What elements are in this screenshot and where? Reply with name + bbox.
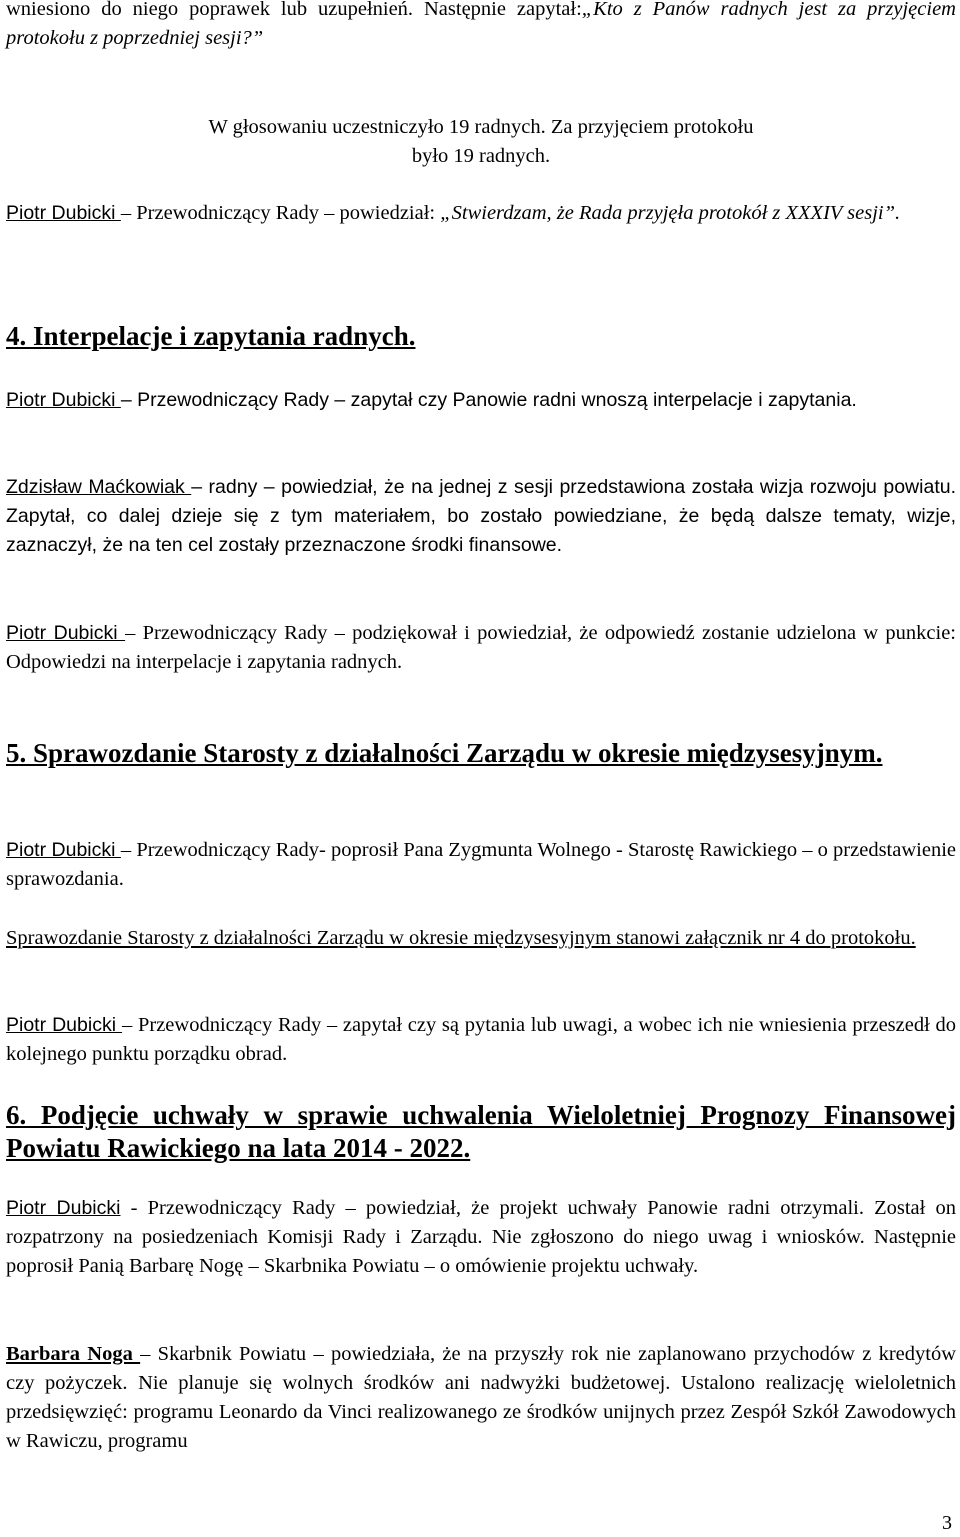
paragraph-report-attachment: Sprawozdanie Starosty z działalności Zarządu w okresie międzysesyjnym stanowi załącznik nr 4 do protokołu.: [6, 927, 916, 949]
protocol-question-quote: „Kto z Panów radnych jest za przyjęciem protokołu z poprzedniej sesji?”: [6, 0, 956, 49]
paragraph-text: - Przewodniczący Rady – powiedział, że projekt uchwały Panowie radni otrzymali. Został on rozpatrzony na posiedzeniach Komisji Rady i Zarządu. Nie zgłoszono do niego uwag i wniosków. Następnie poprosił Panią Barbarę Nogę – Skarbnika Powiatu – o omówienie projektu uchwały.: [6, 1197, 957, 1277]
speaker-name: Piotr Dubicki: [6, 1014, 123, 1036]
paragraph-starosta-request: [6, 836, 956, 894]
paragraph-text: – Przewodniczący Rady – podziękował i powiedział, że odpowiedź zostanie udzielona w punkcie: Odpowiedzi na interpelacje i zapytania radnych.: [6, 622, 956, 673]
section-heading-6: 6. Podjęcie uchwały w sprawie uchwalenia Wieloletniej Prognozy Finansowej Powiatu Rawickiego na lata 2014 - 2022.: [6, 1100, 956, 1163]
paragraph-text: – Przewodniczący Rady – powiedział:: [120, 202, 441, 224]
paragraph-text-2: Zapytał, co dalej dzieje się z tym materiałem, bo zostało powiedziane, że będą dalsze tematy, wizje, zaznaczył, że na ten cel zostały przeznaczone środki finansowe.: [6, 505, 956, 556]
vote-result: [6, 113, 956, 171]
speaker-name: Piotr Dubicki: [6, 202, 121, 224]
paragraph-text-1: – radny – powiedział, że na jednej z sesji przedstawiona została wizja rozwoju powiatu.: [191, 476, 956, 498]
paragraph-protocol-question: [6, 0, 956, 53]
paragraph-mackowiak: [6, 473, 956, 560]
paragraph-protocol-adopted: [6, 199, 956, 228]
speaker-name: Piotr Dubicki: [6, 839, 121, 861]
speaker-name: Piotr Dubicki: [6, 389, 121, 411]
paragraph-wpf-project: [6, 1194, 956, 1281]
paragraph-interpelations-question: [6, 386, 956, 415]
speaker-name: Barbara Noga: [6, 1343, 141, 1365]
speaker-name: Piotr Dubicki: [6, 1197, 121, 1219]
vote-line-2: było 19 radnych.: [411, 145, 551, 167]
paragraph-text: – Skarbnik Powiatu – powiedziała, że na przyszły rok nie zaplanowano przychodów z kredytów czy pożyczek. Nie planuje się wolnych środków ani nadwyżki budżetowej. Ustalono realizację wieloletnich przedsięwzięć: programu Leonardo da Vinci realizowanego ze środków unijnych przez Zespół Szkół Zawodowych w Rawiczu, programu: [6, 1343, 956, 1452]
paragraph-no-questions: [6, 1011, 956, 1069]
vote-line-1: W głosowaniu uczestniczyło 19 radnych. Za przyjęciem protokołu: [208, 116, 754, 138]
paragraph-text: – Przewodniczący Rady- poprosił Pana Zygmunta Wolnego - Starostę Rawickiego – o przedstawienie sprawozdania.: [6, 839, 956, 890]
speaker-name: Piotr Dubicki: [6, 622, 126, 644]
protocol-text: wniesiono do niego poprawek lub uzupełnień. Następnie zapytał:: [6, 0, 582, 20]
section-heading-5: 5. Sprawozdanie Starosty z działalności Zarządu w okresie międzysesyjnym.: [6, 738, 883, 768]
paragraph-text: – Przewodniczący Rady – zapytał czy Panowie radni wnoszą interpelacje i zapytania.: [120, 389, 857, 411]
page-number: 3: [942, 1512, 952, 1534]
paragraph-text: – Przewodniczący Rady – zapytał czy są pytania lub uwagi, a wobec ich nie wniesienia przeszedł do kolejnego punktu porządku obrad.: [6, 1014, 956, 1065]
statement-quote: „Stwierdzam, że Rada przyjęła protokół z XXXIV sesji”.: [440, 202, 901, 224]
speaker-name: Zdzisław Maćkowiak: [6, 476, 192, 498]
paragraph-answer-later: [6, 619, 956, 677]
section-heading-4: 4. Interpelacje i zapytania radnych.: [6, 321, 416, 351]
paragraph-barbara-noga: [6, 1340, 956, 1456]
